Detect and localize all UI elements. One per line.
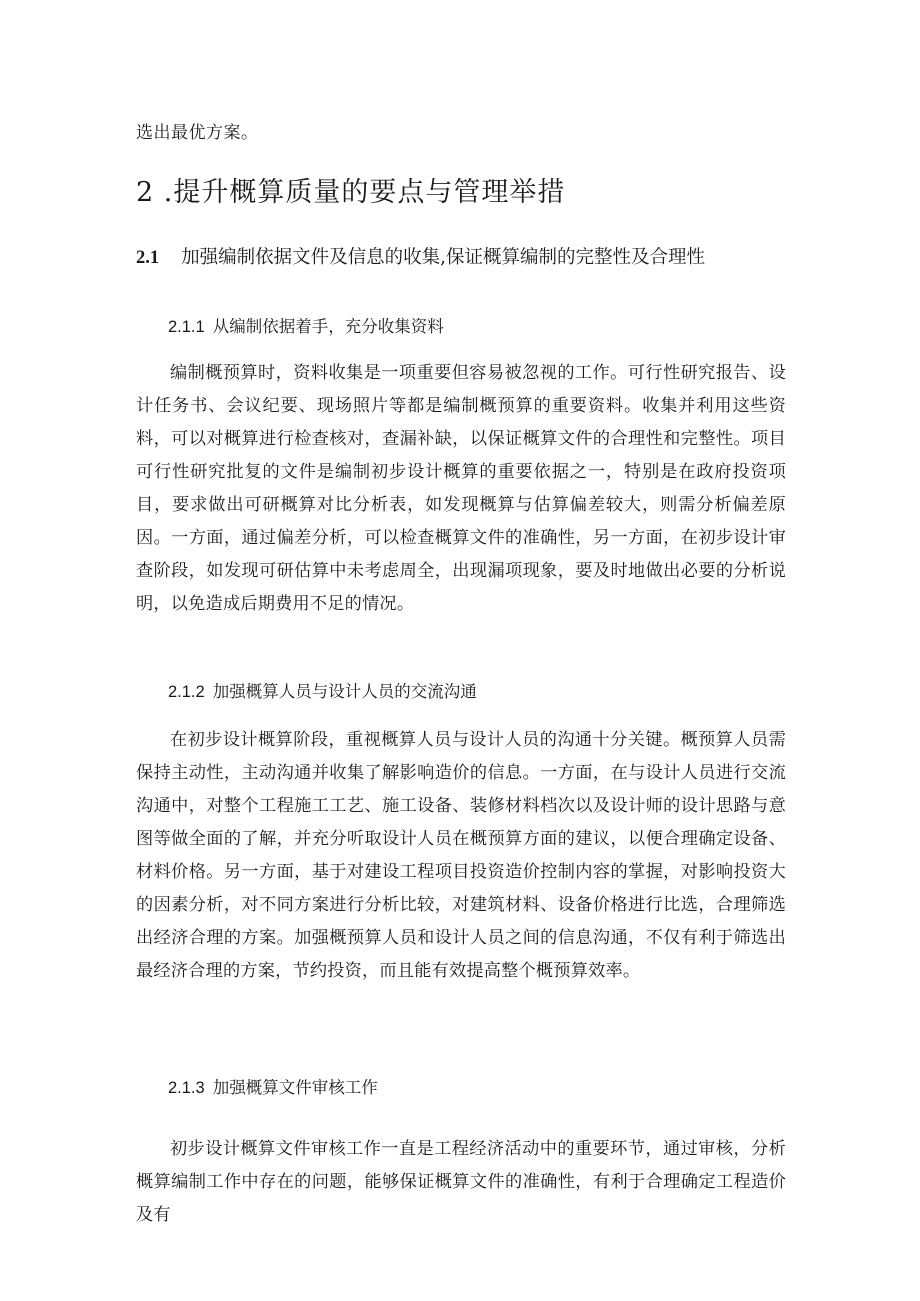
- subsubsection-heading: [168, 678, 477, 702]
- subsubsection-heading: [168, 1074, 378, 1098]
- subsection-heading: [136, 243, 705, 269]
- continued-text-line: 选出最优方案。: [136, 123, 259, 143]
- body-paragraph: 编制概预算时，资料收集是一项重要但容易被忽视的工作。可行性研究报告、设计任务书、会议纪要、现场照片等都是编制概预算的重要资料。收集并利用这些资料，可以对概算进行检查核对，查漏补缺，以保证概算文件的合理性和完整性。项目可行性研究批复的文件是编制初步设计概算的重要依据之一，特别是在政府投资项目，要求做出可研概算对比分析表，如发现概算与估算偏差较大，则需分析偏差原因。一方面，通过偏差分析，可以检查概算文件的准确性，另一方面，在初步设计审查阶段，如发现可研估算中未考虑周全，出现漏项现象，要及时地做出必要的分析说明，以免造成后期费用不足的情况。: [136, 363, 786, 614]
- body-paragraph: 初步设计概算文件审核工作一直是工程经济活动中的重要环节，通过审核，分析概算编制工作中存在的问题，能够保证概算文件的准确性，有利于合理确定工程造价及有: [136, 1139, 786, 1225]
- subsubsection-number: 2.1.2: [168, 683, 205, 701]
- subsubsection-heading: [168, 313, 444, 337]
- section-heading: 2 .提升概算质量的要点与管理举措: [136, 177, 566, 208]
- subsection-number: 2.1: [136, 248, 160, 268]
- subsection-title: 加强编制依据文件及信息的收集,保证概算编制的完整性及合理性: [181, 247, 706, 268]
- body-paragraph: 在初步设计概算阶段，重视概算人员与设计人员的沟通十分关键。概预算人员需保持主动性，主动沟通并收集了解影响造价的信息。一方面，在与设计人员进行交流沟通中，对整个工程施工工艺、施工设备、装修材料档次以及设计师的设计思路与意图等做全面的了解，并充分听取设计人员在概预算方面的建议，以便合理确定设备、材料价格。另一方面，基于对建设工程项目投资造价控制内容的掌握，对影响投资大的因素分析，对不同方案进行分析比较，对建筑材料、设备价格进行比选，合理筛选出经济合理的方案。加强概预算人员和设计人员之间的信息沟通，不仅有利于筛选出最经济合理的方案，节约投资，而且能有效提高整个概预算效率。: [136, 730, 786, 981]
- subsubsection-title: 加强概算文件审核工作: [212, 1078, 378, 1097]
- subsubsection-number: 2.1.1: [168, 318, 205, 336]
- subsubsection-title: 加强概算人员与设计人员的交流沟通: [212, 682, 477, 701]
- subsubsection-number: 2.1.3: [168, 1079, 205, 1097]
- subsubsection-title: 从编制依据着手，充分收集资料: [212, 317, 444, 336]
